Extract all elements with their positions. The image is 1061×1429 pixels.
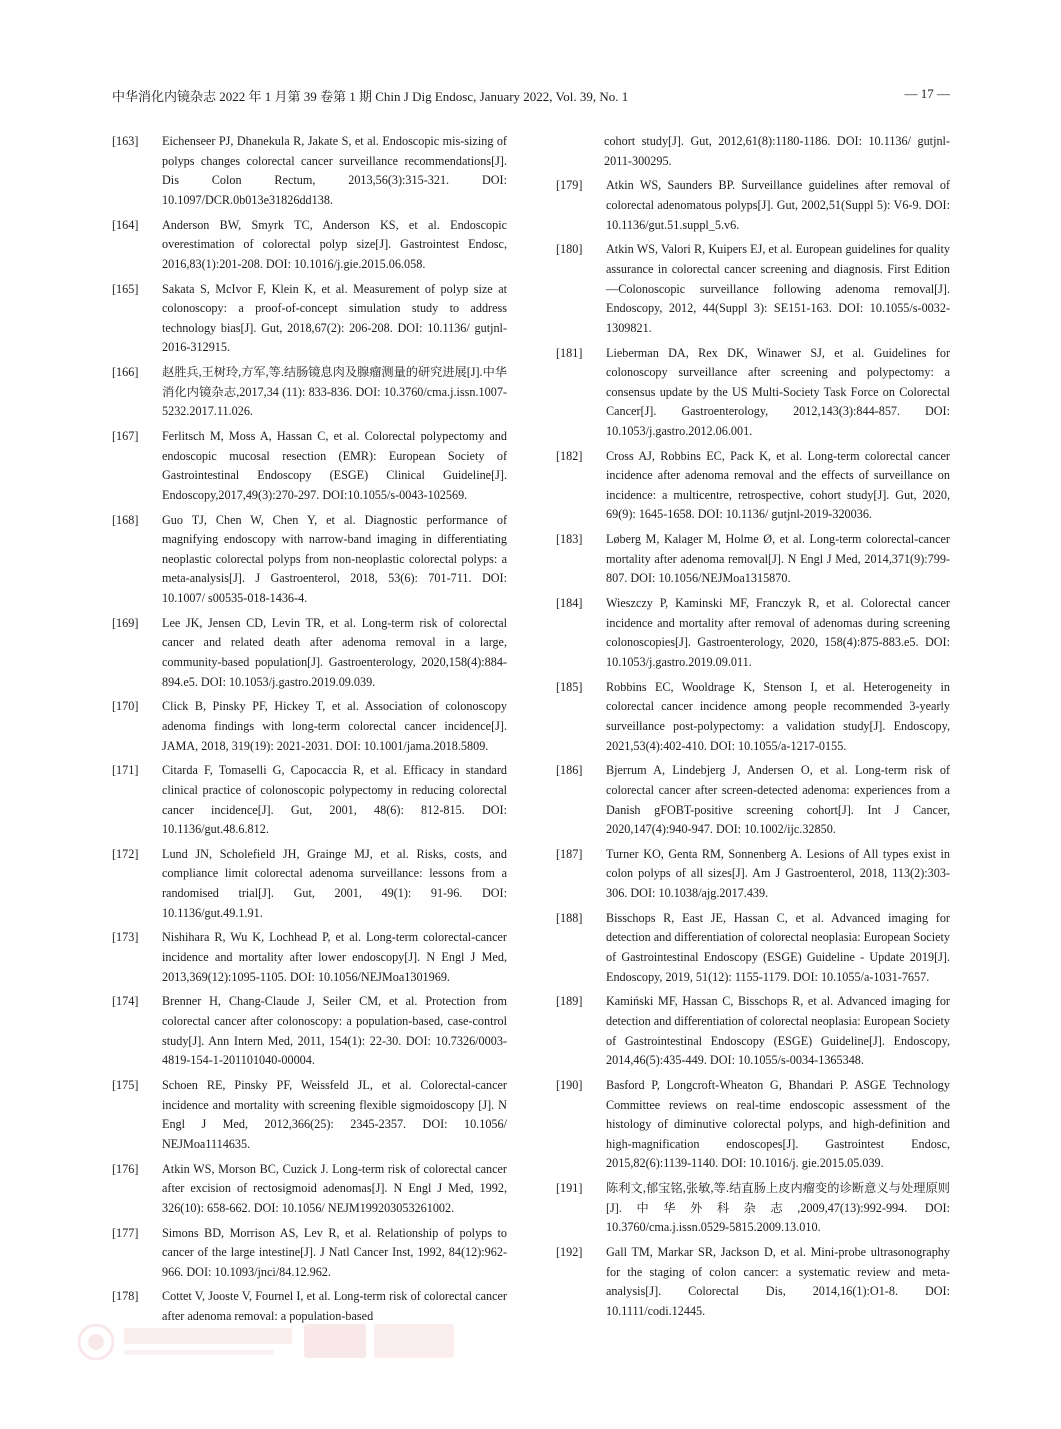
reference-entry [556,761,950,839]
reference-number: [166] [112,365,139,380]
reference-text: Bisschops R, East JE, Hassan C, et al. Advanced imaging for detection and differentiation of colorectal neoplasia: European Society of Gastrointestinal Endoscopy (ESGE) Guideline - Update 2019[J]. Endoscopy, 2019, 51(12): 1155-1179. DOI: 10.1055/a-1031-7657. [606,910,950,984]
reference-entry [112,511,507,609]
reference-entry [112,928,507,987]
reference-text: Bjerrum A, Lindebjerg J, Andersen O, et al. Long-term risk of colorectal cancer after screen-detected adenoma: experiences from a Danish gFOBT-positive screening cohort[J]. Int J Cancer, 2020,147(4):940-947. DOI: 10.1002/ijc.32850. [606,763,950,837]
reference-number: [192] [556,1245,583,1260]
reference-number: [188] [556,910,583,925]
reference-text: Eichenseer PJ, Dhanekula R, Jakate S, et al. Endoscopic mis-sizing of polyps changes colorectal cancer surveillance recommendations[J]. Dis Colon Rectum, 2013,56(3):315-321. DOI: 10.1097/DCR.0b013e31826dd138. [162,134,507,207]
reference-text: Wieszczy P, Kaminski MF, Franczyk R, et al. Colorectal cancer incidence and mortality after removal of adenomas during screening colonoscopies[J]. Gastroenterology, 2020, 158(4):875-883.e5. DOI: 10.1053/j.gastro.2019.09.011. [606,596,950,669]
reference-entry [556,530,950,589]
reference-text: Ferlitsch M, Moss A, Hassan C, et al. Colorectal polypectomy and endoscopic mucosal resection (EMR): European Society of Gastrointestinal Endoscopy (ESGE) Clinical Guideline[J]. Endoscopy,2017,49(3):270-297. DOI:10.1055/s-0043-102569. [162,429,507,502]
reference-entry [556,240,950,338]
reference-text: Lee JK, Jensen CD, Levin TR, et al. Long-term risk of colorectal cancer and related death after adenoma removal in a large, community-based population[J]. Gastroenterology, 2020,158(4):884-894.e5. DOI: 10.1053/j.gastro.2019.09.039. [162,615,507,689]
reference-text: Robbins EC, Wooldrage K, Stenson I, et al. Heterogeneity in colorectal cancer incidence among people recommended 3-yearly surveillance post-polypectomy: a validation study[J]. Endoscopy, 2021,53(4):402-410. DOI: 10.1055/a-1217-0155. [606,679,950,753]
reference-number: [184] [556,596,583,611]
reference-text: Lund JN, Scholefield JH, Grainge MJ, et al. Risks, costs, and compliance limit colorectal adenoma surveillance: lessons from a randomised trial[J]. Gut, 2001, 49(1): 91-96. DOI: 10.1136/gut.49.1.91. [162,846,507,920]
reference-text: Kamiński MF, Hassan C, Bisschops R, et al. Advanced imaging for detection and differentiation of colorectal neoplasia: European Society of Gastrointestinal Endoscopy (ESGE) Guideline[J]. Endoscopy, 2014,46(5):435-449. DOI: 10.1055/s-0034-1365348. [606,994,950,1068]
reference-entry [112,845,507,923]
reference-number: [171] [112,763,139,778]
reference-entry [112,614,507,692]
reference-entry [112,697,507,756]
reference-text: Atkin WS, Saunders BP. Surveillance guidelines after removal of colorectal adenomatous polyps[J]. Gut, 2002,51(Suppl 5): V6-9. DOI: 10.1136/gut.51.suppl_5.v6. [606,178,950,232]
reference-number: [182] [556,448,583,463]
reference-text: Basford P, Longcroft-Wheaton G, Bhandari P. ASGE Technology Committee reviews on real-time endoscopic assessment of the histology of diminutive colorectal polyps, and high-definition and high-magnification endoscopes[J]. Gastrointest Endosc, 2015,82(6):1139-1140. DOI: 10.1016/j. gie.2015.05.039. [606,1077,950,1171]
reference-text: Atkin WS, Morson BC, Cuzick J. Long-term risk of colorectal cancer after excision of rectosigmoid adenomas[J]. N Engl J Med, 1992, 326(10): 658-662. DOI: 10.1056/ NEJM199203053261002. [162,1161,507,1215]
reference-number: [191] [556,1181,583,1196]
reference-continuation: cohort study[J]. Gut, 2012,61(8):1180-1186. DOI: 10.1136/ gutjnl-2011-300295. [604,134,950,168]
reference-entry [556,176,950,235]
reference-number: [190] [556,1077,583,1092]
reference-number: [169] [112,615,139,630]
reference-text: Click B, Pinsky PF, Hickey T, et al. Association of colonoscopy adenoma findings with long-term colorectal cancer incidence[J]. JAMA, 2018, 319(19): 2021-2031. DOI: 10.1001/jama.2018.5809. [162,699,507,753]
reference-text: Citarda F, Tomaselli G, Capocaccia R, et al. Efficacy in standard clinical practice of colonoscopic polypectomy in reducing colorectal cancer incidence[J]. Gut, 2001, 48(6): 812-815. DOI: 10.1136/gut.48.6.812. [162,763,507,837]
reference-entry [556,845,950,904]
reference-number: [168] [112,512,139,527]
reference-number: [164] [112,217,139,232]
reference-entry [112,1224,507,1283]
reference-entry [556,594,950,672]
reference-text: Gall TM, Markar SR, Jackson D, et al. Mini-probe ultrasonography for the staging of colon cancer: a systematic review and meta-analysis[J]. Colorectal Dis, 2014,16(1):O1-8. DOI: 10.1111/codi.12445. [606,1245,950,1318]
reference-text: Atkin WS, Valori R, Kuipers EJ, et al. European guidelines for quality assurance in colorectal cancer screening and diagnosis. First Edition—Colonoscopic surveillance following adenoma removal[J]. Endoscopy, 2012, 44(Suppl 3): SE151-163. DOI: 10.1055/s-0032-1309821. [606,242,950,335]
reference-entry [556,1076,950,1174]
reference-text: Schoen RE, Pinsky PF, Weissfeld JL, et al. Colorectal-cancer incidence and mortality with screening flexible sigmoidoscopy [J]. N Engl J Med, 2012,366(25): 2345-2357. DOI: 10.1056/ NEJMoa1114635. [162,1077,507,1151]
reference-text: Nishihara R, Wu K, Lochhead P, et al. Long-term colorectal-cancer incidence and mortality after lower endoscopy[J]. N Engl J Med, 2013,369(12):1095-1105. DOI: 10.1056/NEJMoa1301969. [162,930,507,984]
reference-number: [187] [556,846,583,861]
reference-entry [556,344,950,442]
reference-text: Guo TJ, Chen W, Chen Y, et al. Diagnostic performance of magnifying endoscopy with narrow-band imaging in differentiating neoplastic colorectal polyps from non-neoplastic colorectal polyps: a meta-analysis[J]. J Gastroenterol, 2018, 53(6): 701-711. DOI: 10.1007/ s00535-018-1436-4. [162,512,507,605]
reference-number: [165] [112,281,139,296]
reference-text: Lieberman DA, Rex DK, Winawer SJ, et al. Guidelines for colonoscopy surveillance after screening and polypectomy: a consensus update by the US Multi-Society Task Force on Colorectal Cancer[J]. Gastroenterology, 2012,143(3):844-857. DOI: 10.1053/j.gastro.2012.06.001. [606,345,950,438]
reference-entry [112,427,507,505]
reference-number: [175] [112,1077,139,1092]
reference-entry [556,1243,950,1321]
reference-number: [186] [556,763,583,778]
reference-entry [556,909,950,987]
reference-entry [556,447,950,525]
reference-entry [112,761,507,839]
references-right-column [556,132,950,1327]
reference-number: [170] [112,699,139,714]
reference-entry [112,1160,507,1219]
reference-number: [172] [112,846,139,861]
reference-number: [180] [556,242,583,257]
reference-number: [173] [112,930,139,945]
reference-entry [112,280,507,358]
reference-entry [556,992,950,1070]
reference-text: Løberg M, Kalager M, Holme Ø, et al. Long-term colorectal-cancer mortality after adenoma removal[J]. N Engl J Med, 2014,371(9):799-807. DOI: 10.1056/NEJMoa1315870. [606,532,950,586]
reference-entry [112,216,507,275]
reference-text: Brenner H, Chang-Claude J, Seiler CM, et al. Protection from colorectal cancer after colonoscopy: a population-based, case-control study[J]. Ann Intern Med, 2011, 154(1): 22-30. DOI: 10.7326/0003-4819-154-1-201101040-00004. [162,994,507,1068]
reference-number: [185] [556,679,583,694]
reference-text: Simons BD, Morrison AS, Lev R, et al. Relationship of polyps to cancer of the large intestine[J]. J Natl Cancer Inst, 1992, 84(12):962-966. DOI: 10.1093/jnci/84.12.962. [162,1225,507,1279]
reference-number: [167] [112,429,139,444]
reference-number: [174] [112,994,139,1009]
reference-text: Sakata S, McIvor F, Klein K, et al. Measurement of polyp size at colonoscopy: a proof-of-concept simulation study to address technology bias[J]. Gut, 2018,67(2): 206-208. DOI: 10.1136/ gutjnl-2016-312915. [162,281,507,355]
reference-entry [556,1179,950,1238]
reference-text: Turner KO, Genta RM, Sonnenberg A. Lesions of All types exist in colon polyps of all sizes[J]. Am J Gastroenterol, 2018, 113(2):303-306. DOI: 10.1038/ajg.2017.439. [606,846,950,901]
reference-text: Cross AJ, Robbins EC, Pack K, et al. Long-term colorectal cancer incidence after adenoma removal and the effects of surveillance on incidence: a multicentre, retrospective, cohort study[J]. Gut, 2020, 69(9): 1645-1658. DOI: 10.1136/ gutjnl-2019-320036. [606,448,950,522]
page-number: — 17 — [904,86,950,101]
reference-number: [183] [556,532,583,547]
reference-number: [179] [556,178,583,193]
reference-text: Anderson BW, Smyrk TC, Anderson KS, et al. Endoscopic overestimation of colorectal polyp size[J]. Gastrointest Endosc, 2016,83(1):201-208. DOI: 10.1016/j.gie.2015.06.058. [162,217,507,271]
reference-entry [112,992,507,1070]
references-left-column [112,132,507,1332]
reference-number: [163] [112,134,139,148]
reference-number: [176] [112,1161,139,1176]
journal-citation: 中华消化内镜杂志 2022 年 1 月第 39 卷第 1 期 Chin J Dig Endosc, January 2022, Vol. 39, No. 1 [112,89,629,104]
publisher-logo-watermark [76,1318,476,1370]
reference-entry [112,132,507,210]
reference-number: [189] [556,994,583,1009]
reference-text: 赵胜兵,王树玲,方军,等.结肠镜息肉及腺瘤测量的研究进展[J].中华消化内镜杂志,2017,34 (11): 833-836. DOI: 10.3760/cma.j.issn.1007-5232.2017.11.026. [162,365,507,419]
running-header [112,86,950,106]
reference-number: [177] [112,1225,139,1240]
reference-number: [181] [556,345,583,360]
reference-number: [178] [112,1289,139,1304]
reference-entry [112,1076,507,1154]
reference-entry [112,363,507,422]
reference-entry [556,678,950,756]
reference-text: Cottet V, Jooste V, Fournel I, et al. Long-term risk of colorectal cancer after adenoma removal: a population-based [162,1289,507,1324]
reference-text: 陈利文,郁宝铭,张敏,等.结直肠上皮内瘤变的诊断意义与处理原则[J].中华外科杂志,2009,47(13):992-994. DOI: 10.3760/cma.j.issn.0529-5815.2009.13.010. [606,1181,950,1235]
